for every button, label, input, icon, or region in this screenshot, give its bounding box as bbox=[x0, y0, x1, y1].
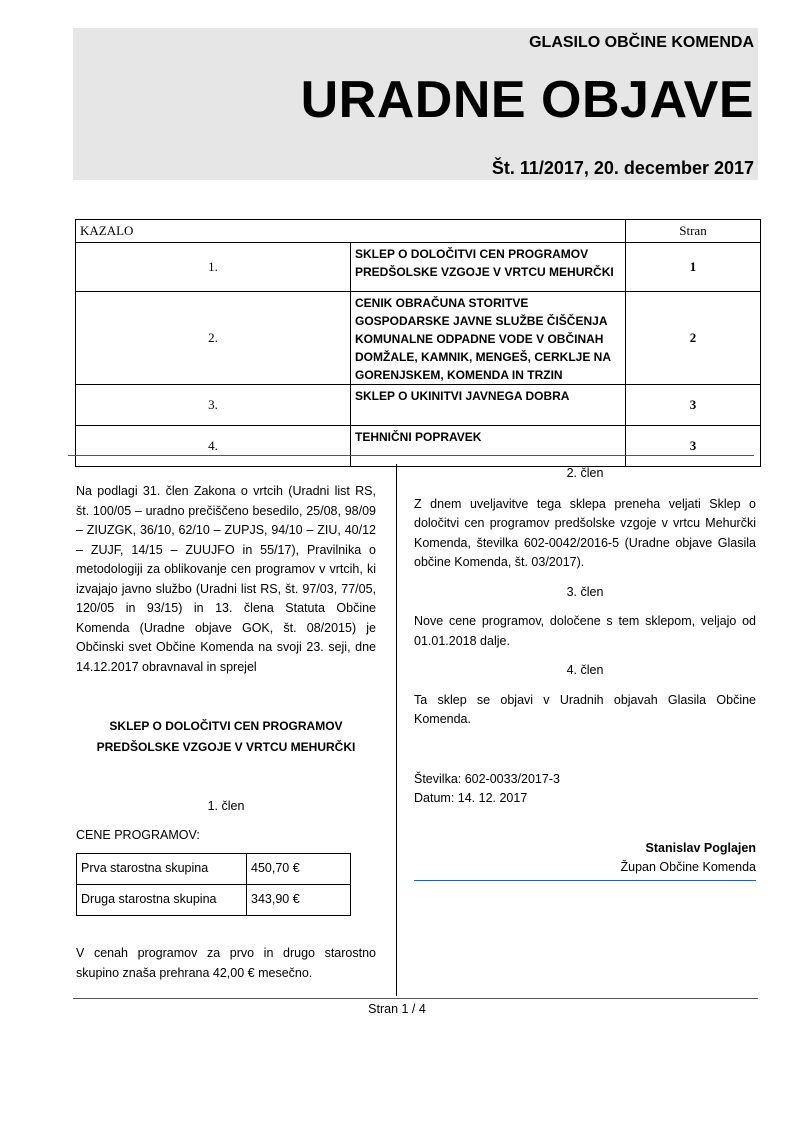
decision-title-line-1: SKLEP O DOLOČITVI CEN PROGRAMOV bbox=[109, 719, 343, 733]
price-row bbox=[77, 885, 351, 916]
toc-row bbox=[76, 426, 761, 467]
article-2-heading: 2. člen bbox=[566, 466, 604, 480]
toc-row-title: CENIK OBRAČUNA STORITVE GOSPODARSKE JAVNE SLUŽBE ČIŠČENJA KOMUNALNE ODPADNE VODE V OBČINAH DOMŽALE, KAMNIK, MENGEŠ, CERKLJE NA GORENJSKEM, KOMENDA IN TRZIN bbox=[351, 292, 626, 385]
article-4-text: Ta sklep se objavi v Uradnih objavah Glasila Občine Komenda. bbox=[414, 692, 756, 726]
signature-divider bbox=[414, 880, 756, 881]
table-of-contents bbox=[75, 219, 761, 467]
article-2-text: Z dnem uveljavitve tega sklepa preneha veljati Sklep o določitvi cen programov predšolske vzgoje v vrtcu Mehurčki Komenda, številka 602-0042/2016-5 (Uradne objave Glasila občine Komenda, št. 03/2017). bbox=[414, 496, 756, 569]
toc-header-label: KAZALO bbox=[76, 220, 626, 243]
toc-row-number: 2. bbox=[76, 292, 351, 385]
toc-row-number: 1. bbox=[76, 243, 351, 292]
right-column bbox=[414, 464, 756, 878]
price-group: Druga starostna skupina bbox=[77, 885, 247, 916]
toc-row-page: 2 bbox=[626, 292, 761, 385]
toc-row-title: TEHNIČNI POPRAVEK bbox=[351, 426, 626, 467]
toc-row-number: 3. bbox=[76, 385, 351, 426]
toc-header-page: Stran bbox=[626, 220, 761, 243]
toc-row-page: 3 bbox=[626, 426, 761, 467]
toc-header-row bbox=[76, 220, 761, 243]
document-date: Datum: 14. 12. 2017 bbox=[414, 791, 528, 805]
price-row bbox=[77, 854, 351, 885]
prices-label: CENE PROGRAMOV: bbox=[76, 827, 200, 842]
publication-name: GLASILO OBČINE KOMENDA bbox=[529, 34, 754, 51]
toc-row-page: 3 bbox=[626, 385, 761, 426]
legal-basis-paragraph: Na podlagi 31. člen Zakona o vrtcih (Uradni list RS, št. 100/05 – uradno prečiščeno besedilo, 25/08, 98/09 – ZIUZGK, 36/10, 62/10 – ZUPJS, 94/10 – ZIU, 40/12 – ZUJF, 14/15 – ZUUJFO in 55/17), Pravilnika o metodologiji za oblikovanje cen programov v vrtcih, ki izvajajo javno službo (Uradni list RS, št. 97/03, 77/05, 120/05 in 93/15) in 13. člena Statuta Občine Komenda (Uradne objave GOK, št. 08/2015) je Občinski svet Občine Komenda na svoji 23. seji, dne 14.12.2017 obravnaval in sprejel bbox=[76, 484, 376, 674]
prices-table bbox=[76, 853, 351, 916]
left-column bbox=[76, 482, 376, 983]
masthead bbox=[73, 28, 758, 180]
price-value: 450,70 € bbox=[247, 854, 351, 885]
page-number: Stran 1 / 4 bbox=[368, 1002, 426, 1016]
article-1-heading: 1. člen bbox=[207, 799, 245, 813]
article-4-heading: 4. člen bbox=[566, 663, 604, 677]
article-3-text: Nove cene programov, določene s tem sklepom, veljajo od 01.01.2018 dalje. bbox=[414, 614, 756, 648]
signer-name: Stanislav Poglajen bbox=[645, 840, 756, 855]
decision-title-line-2: PREDŠOLSKE VZGOJE V VRTCU MEHURČKI bbox=[96, 740, 356, 754]
toc-row bbox=[76, 292, 761, 385]
price-group: Prva starostna skupina bbox=[77, 854, 247, 885]
column-divider bbox=[396, 464, 397, 996]
issue-info: Št. 11/2017, 20. december 2017 bbox=[491, 158, 754, 178]
toc-row-number: 4. bbox=[76, 426, 351, 467]
toc-row-title: SKLEP O DOLOČITVI CEN PROGRAMOV PREDŠOLSKE VZGOJE V VRTCU MEHURČKI bbox=[351, 243, 626, 292]
article-3-heading: 3. člen bbox=[566, 584, 604, 599]
toc-row-title: SKLEP O UKINITVI JAVNEGA DOBRA bbox=[351, 385, 626, 426]
signer-title: Župan Občine Komenda bbox=[620, 860, 756, 874]
toc-row-page: 1 bbox=[626, 243, 761, 292]
document-number: Številka: 602-0033/2017-3 bbox=[414, 771, 560, 786]
toc-row bbox=[76, 243, 761, 292]
publication-title: URADNE OBJAVE bbox=[300, 71, 754, 129]
price-value: 343,90 € bbox=[247, 885, 351, 916]
footer-divider bbox=[73, 998, 758, 999]
food-note: V cenah programov za prvo in drugo starostno skupino znaša prehrana 42,00 € mesečno. bbox=[76, 946, 376, 980]
section-divider bbox=[68, 455, 754, 456]
toc-row bbox=[76, 385, 761, 426]
